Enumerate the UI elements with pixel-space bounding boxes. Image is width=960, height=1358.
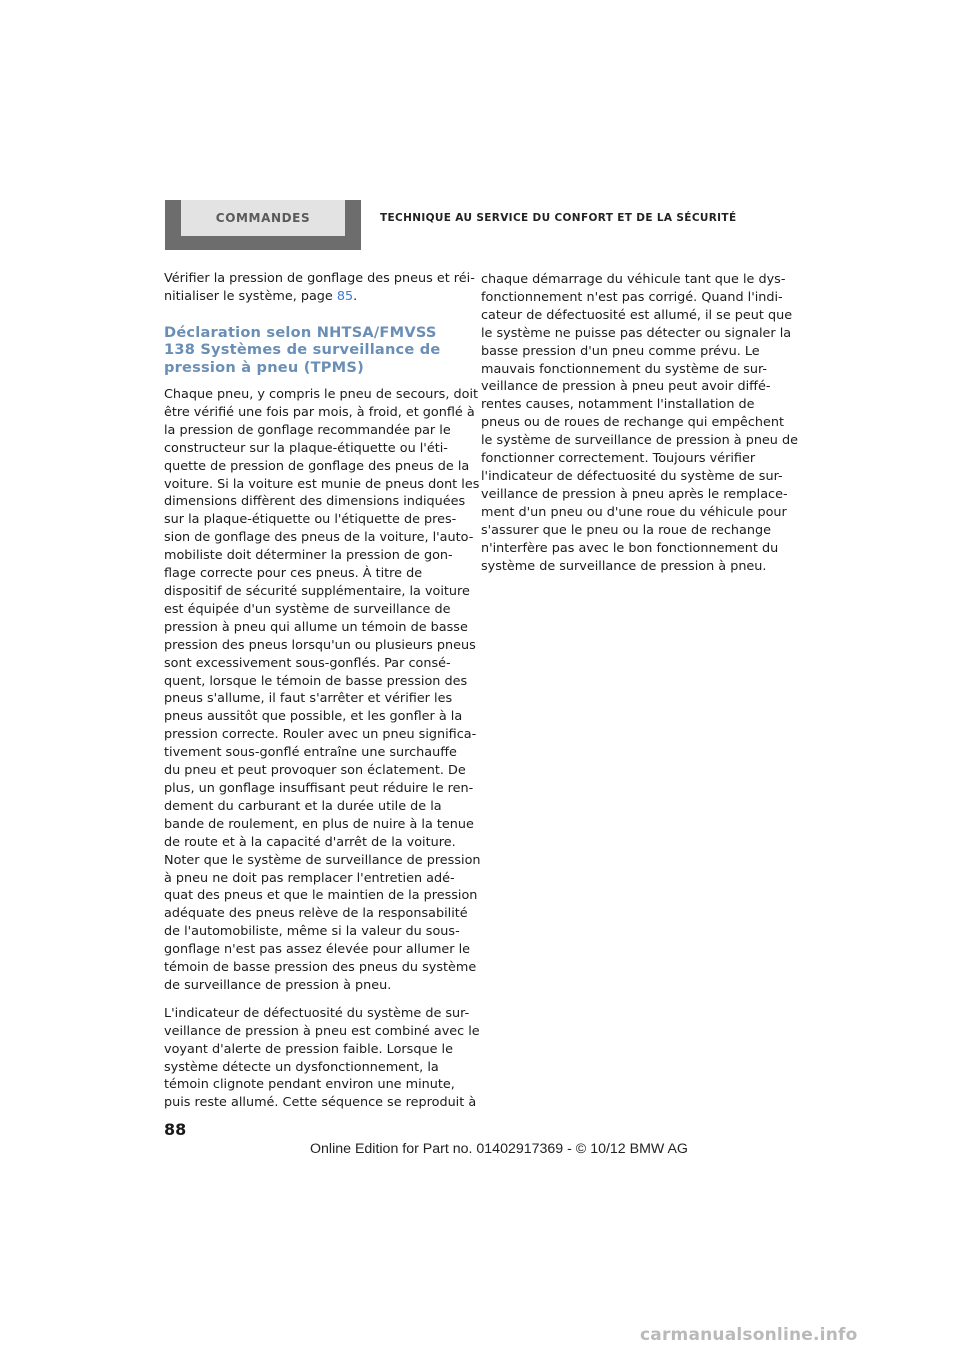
chapter-title: TECHNIQUE AU SERVICE DU CONFORT ET DE LA SÉCURITÉ <box>380 212 737 224</box>
page-number: 88 <box>164 1120 187 1139</box>
body-line: fonctionner correctement. Toujours vérifier <box>481 451 756 467</box>
intro-line: nitialiser le système, page <box>164 288 337 304</box>
body-line: sur la plaque-étiquette ou l'étiquette de pres- <box>164 512 457 528</box>
body-line: témoin de basse pression des pneus du système <box>164 960 477 976</box>
body-line: mobiliste doit déterminer la pression de gon- <box>164 548 453 564</box>
footer-edition-note: Online Edition for Part no. 01402917369 - © 10/12 BMW AG <box>310 1141 688 1157</box>
body-line: sont excessivement sous-gonflés. Par consé- <box>164 655 451 671</box>
body-line: cateur de défectuosité est allumé, il se peut que <box>481 307 793 323</box>
body-line: être vérifié une fois par mois, à froid, et gonflé à <box>164 404 475 420</box>
body-line: de surveillance de pression à pneu. <box>164 977 392 993</box>
body-line: puis reste allumé. Cette séquence se reproduit à <box>164 1095 477 1111</box>
body-line: pneus s'allume, il faut s'arrêter et vérifier les <box>164 691 453 707</box>
body-line: système détecte un dysfonctionnement, la <box>164 1059 439 1075</box>
body-line: système de surveillance de pression à pneu. <box>481 558 767 574</box>
body-line: quent, lorsque le témoin de basse pression des <box>164 673 468 689</box>
body-line: sion de gonflage des pneus de la voiture, l'auto- <box>164 530 474 546</box>
heading-line: Déclaration selon NHTSA/FMVSS <box>164 323 437 341</box>
body-line: adéquate des pneus relève de la responsabilité <box>164 906 468 922</box>
heading-line: pression à pneu (TPMS) <box>164 358 364 376</box>
body-paragraph-1 <box>164 386 481 995</box>
right-column <box>481 271 798 585</box>
body-line: quat des pneus et que le maintien de la pression <box>164 888 478 904</box>
body-line: pression correcte. Rouler avec un pneu significa- <box>164 727 477 743</box>
section-heading <box>164 324 460 376</box>
page-reference-link[interactable]: 85 <box>336 288 354 304</box>
body-line: dimensions diffèrent des dimensions indiquées <box>164 494 466 510</box>
body-line: veillance de pression à pneu après le remplace- <box>481 486 788 502</box>
heading-line: 138 Systèmes de surveillance de <box>164 341 441 359</box>
body-line: le système ne puisse pas détecter ou signaler la <box>481 325 792 341</box>
body-line: s'assurer que le pneu ou la roue de rechange <box>481 522 771 538</box>
body-line: ment d'un pneu ou d'une roue du véhicule pour <box>481 504 787 520</box>
body-line: est équipée d'un système de surveillance de <box>164 601 451 617</box>
body-line: rentes causes, notamment l'installation de <box>481 397 755 413</box>
body-line: pression des pneus lorsqu'un ou plusieurs pneus <box>164 637 476 653</box>
body-line: du pneu et peut provoquer son éclatement. De <box>164 763 466 779</box>
watermark: carmanualsonline.info <box>640 1325 858 1345</box>
body-line: veillance de pression à pneu peut avoir diffé- <box>481 379 771 395</box>
body-line: de l'automobiliste, même si la valeur du sous- <box>164 924 460 940</box>
left-column <box>164 270 481 1122</box>
body-paragraph-2 <box>164 1005 480 1112</box>
body-line: la pression de gonflage recommandée par le <box>164 422 451 438</box>
body-line: voiture. Si la voiture est munie de pneus dont les <box>164 476 480 492</box>
body-line: dement du carburant et la durée utile de la <box>164 798 442 814</box>
body-line: tivement sous-gonflé entraîne une surchauffe <box>164 745 457 761</box>
body-line: pneus aussitôt que possible, et les gonfler à la <box>164 709 463 725</box>
body-line: mauvais fonctionnement du système de sur- <box>481 361 768 377</box>
body-line: pneus ou de roues de rechange qui empêchent <box>481 415 784 431</box>
body-line: pression à pneu qui allume un témoin de basse <box>164 619 468 635</box>
intro-paragraph <box>164 270 475 306</box>
intro-end: . <box>353 288 358 304</box>
body-line: basse pression d'un pneu comme prévu. Le <box>481 343 760 359</box>
section-tab-label: COMMANDES <box>181 200 345 236</box>
body-paragraph-continued <box>481 271 798 575</box>
body-line: bande de roulement, en plus de nuire à la tenue <box>164 816 474 832</box>
body-line: Noter que le système de surveillance de pression <box>164 852 481 868</box>
body-line: quette de pression de gonflage des pneus de la <box>164 458 470 474</box>
body-line: fonctionnement n'est pas corrigé. Quand l'indi- <box>481 289 783 305</box>
body-line: flage correcte pour ces pneus. À titre de <box>164 566 423 582</box>
body-line: constructeur sur la plaque-étiquette ou l'éti- <box>164 440 448 456</box>
body-line: gonflage n'est pas assez élevée pour allumer le <box>164 942 471 958</box>
body-line: l'indicateur de défectuosité du système de sur- <box>481 468 783 484</box>
body-line: L'indicateur de défectuosité du système de sur- <box>164 1005 470 1021</box>
intro-line-with-link <box>164 288 460 306</box>
body-line: voyant d'alerte de pression faible. Lorsque le <box>164 1041 453 1057</box>
body-line: à pneu ne doit pas remplacer l'entretien adé- <box>164 870 455 886</box>
intro-line: Vérifier la pression de gonflage des pneus et réi- <box>164 271 475 286</box>
body-line: n'interfère pas avec le bon fonctionnement du <box>481 540 779 556</box>
body-line: veillance de pression à pneu est combiné avec le <box>164 1023 480 1039</box>
body-line: chaque démarrage du véhicule tant que le dys- <box>481 272 786 287</box>
body-line: plus, un gonflage insuffisant peut réduire le ren- <box>164 780 474 796</box>
body-line: de route et à la capacité d'arrêt de la voiture. <box>164 834 456 850</box>
body-line: dispositif de sécurité supplémentaire, la voiture <box>164 584 470 599</box>
body-line: le système de surveillance de pression à pneu de <box>481 433 798 449</box>
body-line: témoin clignote pendant environ une minute, <box>164 1077 455 1093</box>
body-line: Chaque pneu, y compris le pneu de secours, doit <box>164 387 479 403</box>
